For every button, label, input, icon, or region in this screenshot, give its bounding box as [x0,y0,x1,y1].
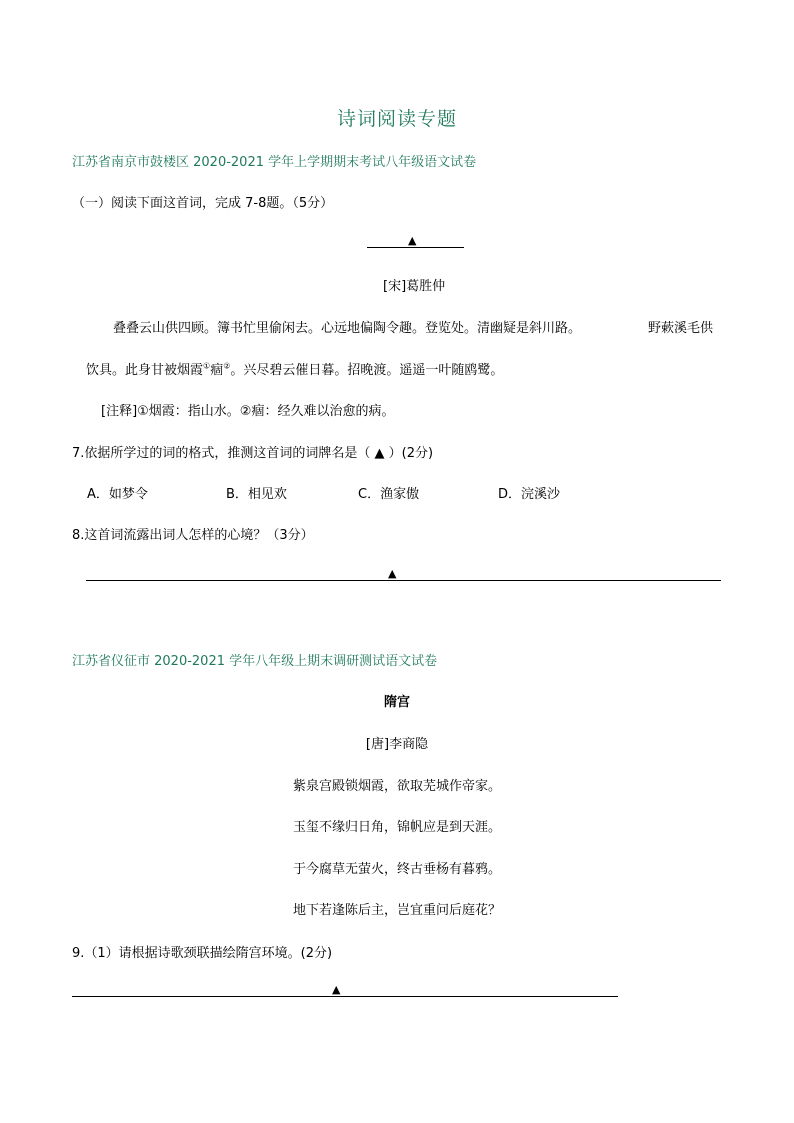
question-8: 8.这首词流露出词人怎样的心境？（3分） [72,528,314,543]
poem-line-2 [86,359,503,378]
poem-line-2c: 。兴尽碧云催日暮。招晚渡。遥遥一叶随鸥鹭。 [230,363,504,378]
poem-line-2b: 痼 [210,363,224,378]
section1-author: [宋]葛胜仲 [383,279,446,294]
poem-line-1b: 野蔌溪毛供 [648,321,714,336]
poem-title-blank-marker: ▲ [408,234,417,247]
poem2-line-1: 紫泉宫殿锁烟霞，欲取芜城作帝家。 [292,779,501,794]
section1-instruction: （一）阅读下面这首词，完成 7-8题。（5分） [72,196,334,211]
section2-poem-title: 隋宫 [383,695,410,710]
question-9: 9.（1）请根据诗歌颈联描绘隋宫环境。(2分) [72,946,333,961]
note-ref-1: ① [203,361,211,371]
q7-option-b: B．相见欢 [226,487,287,502]
q7-option-a: A．如梦令 [87,487,148,502]
section2-author: [唐]李商隐 [365,737,429,752]
section2-source: 江苏省仪征市 2020-2021 学年八年级上期末调研测试语文试卷 [72,654,438,669]
q9-answer-marker: ▲ [332,983,341,996]
poem-line-2a: 饮具。此身甘被烟霞 [86,363,204,378]
page-title: 诗词阅读专题 [336,108,457,130]
section1-notes: [注释]①烟霞：指山水。②痼：经久难以治愈的病。 [101,404,395,419]
q7-option-d: D．浣溪沙 [498,487,561,502]
q7-option-c: C．渔家傲 [358,487,420,502]
poem-title-blank-line [367,247,464,248]
question-7: 7.依据所学过的词的格式，推测这首词的词牌名是（ ▲ ）(2分) [72,446,434,461]
q8-answer-marker: ▲ [388,567,397,580]
poem2-line-2: 玉玺不缘归日角，锦帆应是到天涯。 [292,820,501,835]
q9-answer-line [72,996,618,997]
q8-answer-line [86,580,721,581]
poem2-line-4: 地下若逢陈后主，岂宜重问后庭花？ [292,903,501,918]
section1-source: 江苏省南京市鼓楼区 2020-2021 学年上学期期末考试八年级语文试卷 [72,155,477,170]
note-ref-2: ② [223,361,231,371]
poem2-line-3: 于今腐草无萤火，终古垂杨有暮鸦。 [292,862,501,877]
poem-line-1a: 叠叠云山供四顾。簿书忙里偷闲去。心远地偏陶令趣。登览处。清幽疑是斜川路。 [113,321,582,336]
